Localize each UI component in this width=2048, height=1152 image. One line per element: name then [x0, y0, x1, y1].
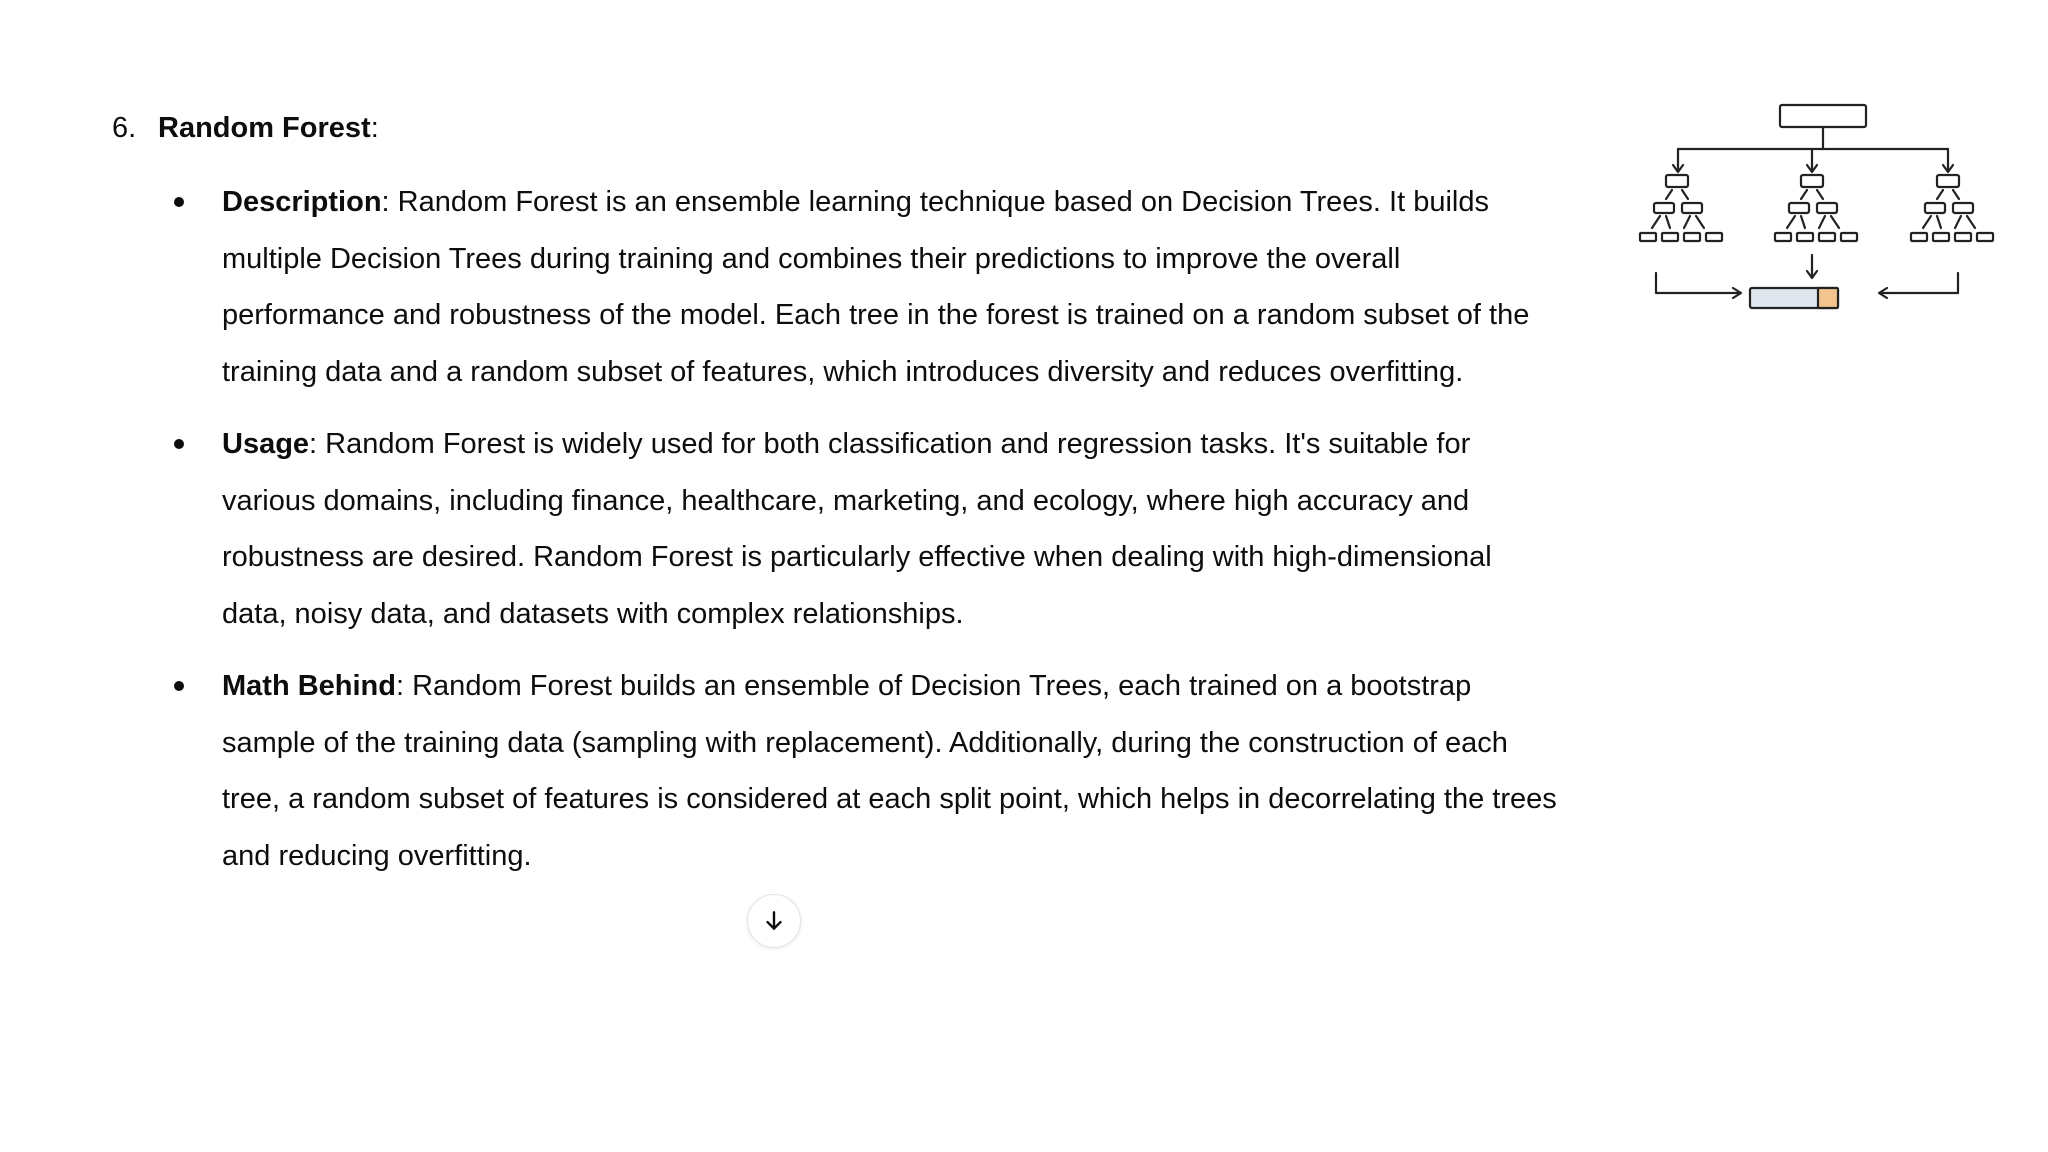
section-heading — [112, 108, 1562, 148]
list-number: 6. — [112, 112, 137, 144]
bullet-math-behind — [112, 658, 1562, 884]
bullet-label: Math Behind — [222, 670, 396, 702]
bullet-list — [112, 174, 1562, 884]
bullet-text: : Random Forest builds an ensemble of Decision Trees, each trained on a bootstrap sample of the training data (sampling with replacement). Additionally, during the construction of each tree, a random subset of features is considered at each split point, which helps in decorrelating the trees and reducing overfitting. — [222, 670, 1557, 872]
scroll-to-bottom-button[interactable] — [747, 894, 801, 948]
bullet-text: : Random Forest is widely used for both classification and regression tasks. It's suitable for various domains, including finance, healthcare, marketing, and ecology, where high accuracy and robustness are desired. Random Forest is particularly effective when dealing with high-dimensional data, noisy data, and datasets with complex relationships. — [222, 428, 1492, 630]
bullet-usage — [112, 416, 1562, 642]
bullet-description — [112, 174, 1562, 400]
bullet-label: Usage — [222, 428, 310, 460]
random-forest-diagram — [1610, 95, 2010, 355]
random-forest-section — [112, 108, 1562, 900]
title-colon: : — [370, 112, 379, 144]
bullet-dot — [174, 681, 184, 691]
bullet-label: Description — [222, 186, 382, 218]
section-title: Random Forest — [158, 112, 371, 144]
bullet-dot — [174, 439, 184, 449]
bullet-dot — [174, 197, 184, 207]
arrow-down-icon — [761, 908, 787, 934]
bullet-text: : Random Forest is an ensemble learning technique based on Decision Trees. It builds multiple Decision Trees during training and combines their predictions to improve the overall performance and robustness of the model. Each tree in the forest is trained on a random subset of the training data and a random subset of features, which introduces diversity and reduces overfitting. — [222, 186, 1530, 388]
